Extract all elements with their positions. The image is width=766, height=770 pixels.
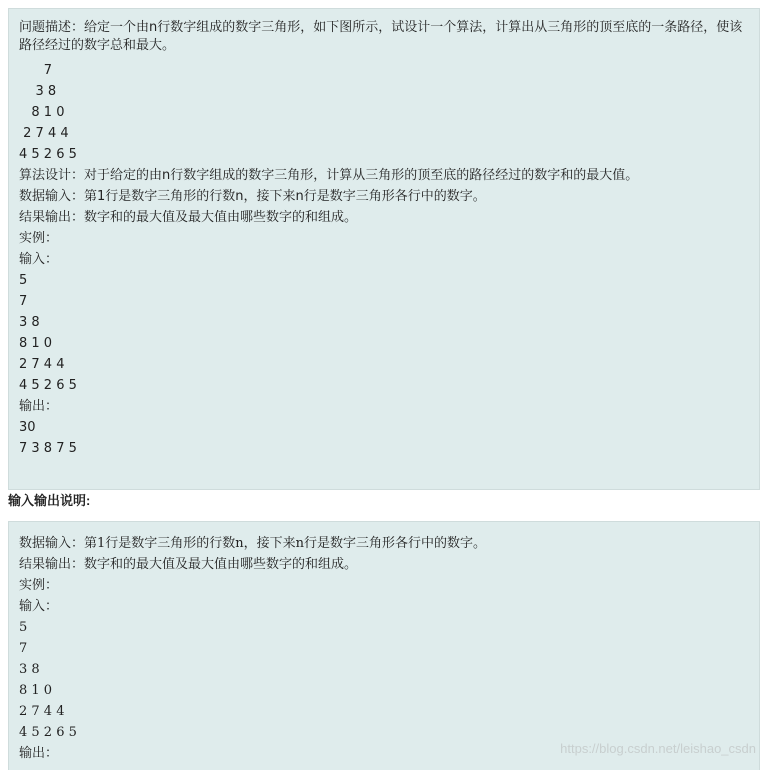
input-line: 4 5 2 6 5 [19, 725, 77, 740]
triangle-row: 8 1 0 [19, 105, 65, 120]
input-line: 3 8 [19, 315, 40, 330]
output-label: 输出： [19, 746, 59, 761]
algorithm-design: 算法设计：对于给定的由n行数字组成的数字三角形，计算从三角形的顶至底的路径经过的数字和的最大值。 [19, 168, 639, 183]
output-label: 输出： [19, 399, 59, 414]
input-line: 2 7 4 4 [19, 704, 65, 719]
triangle-row: 7 [19, 63, 53, 78]
output-line: 7 3 8 7 5 [19, 441, 77, 456]
watermark: https://blog.csdn.net/leishao_csdn [560, 741, 756, 756]
problem-description-panel [8, 8, 760, 490]
io-section-heading: 输入输出说明: [8, 493, 91, 508]
input-line: 8 1 0 [19, 336, 53, 351]
problem-statement: 问题描述：给定一个由n行数字组成的数字三角形，如下图所示，试设计一个算法，计算出从三角形的顶至底的一条路径，使该路径经过的数字总和最大。 [19, 20, 743, 53]
data-input-text: 数据输入：第1行是数字三角形的行数n，接下来n行是数字三角形各行中的数字。 [19, 536, 487, 551]
input-line: 7 [19, 294, 28, 309]
input-label: 输入： [19, 252, 59, 267]
triangle-row: 4 5 2 6 5 [19, 147, 77, 162]
input-line: 3 8 [19, 662, 40, 677]
input-line: 7 [19, 641, 28, 656]
input-label: 输入： [19, 599, 59, 614]
result-output-text: 结果输出：数字和的最大值及最大值由哪些数字的和组成。 [19, 557, 358, 572]
input-line: 2 7 4 4 [19, 357, 65, 372]
triangle-row: 3 8 [19, 84, 57, 99]
example-label: 实例： [19, 231, 59, 246]
input-line: 5 [19, 620, 28, 635]
input-line: 5 [19, 273, 28, 288]
input-line: 4 5 2 6 5 [19, 378, 77, 393]
example-label: 实例： [19, 578, 59, 593]
output-line: 30 [19, 420, 36, 435]
input-line: 8 1 0 [19, 683, 53, 698]
io-description-panel [8, 521, 760, 770]
result-output-text: 结果输出：数字和的最大值及最大值由哪些数字的和组成。 [19, 210, 358, 225]
triangle-row: 2 7 4 4 [19, 126, 69, 141]
data-input-text: 数据输入：第1行是数字三角形的行数n，接下来n行是数字三角形各行中的数字。 [19, 189, 486, 204]
